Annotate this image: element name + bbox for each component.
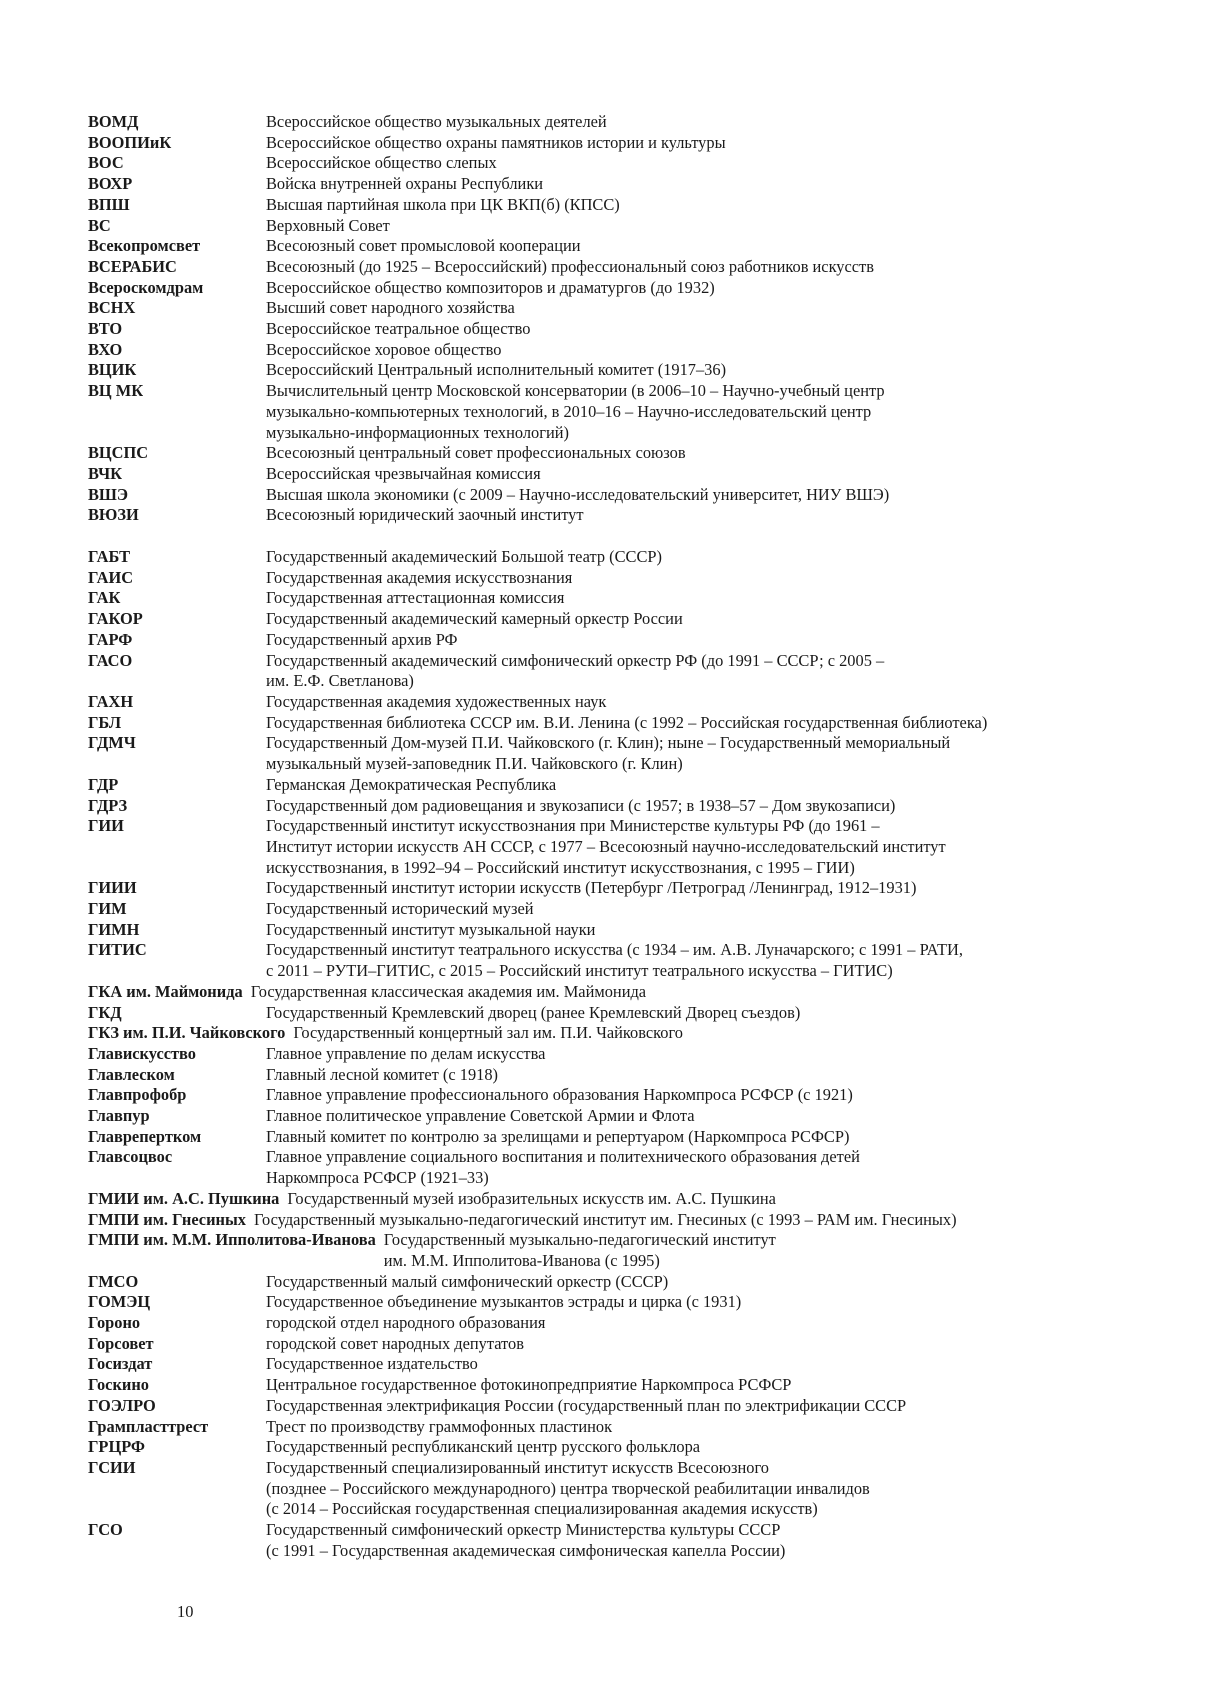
abbreviation-term: ВСНХ [88, 298, 136, 318]
definition-line: Государственная аттестационная комиссия [266, 588, 565, 608]
abbreviation-term: ВСЕРАБИС [88, 256, 177, 276]
definition-line: Верховный Совет [266, 215, 390, 235]
abbreviation-term: ГАК [88, 588, 121, 608]
definition-line: Всесоюзный совет промысловой кооперации [266, 236, 581, 256]
abbreviation-definition [266, 195, 1108, 216]
definition-line: городской совет народных депутатов [266, 1333, 524, 1353]
abbreviation-entry [88, 1127, 1108, 1148]
abbreviation-term: ГАРФ [88, 629, 133, 649]
abbreviations-list [88, 112, 1108, 1562]
abbreviation-term: ВЦИК [88, 360, 137, 380]
definition-line: Государственный малый симфонический оркестр (СССР) [266, 1271, 669, 1291]
definition-line: (позднее – Российского международного) центра творческой реабилитации инвалидов [266, 1478, 870, 1498]
abbreviation-entry [88, 775, 1108, 796]
abbreviation-term: Госиздат [88, 1354, 153, 1374]
abbreviation-term: ВОМД [88, 112, 139, 131]
definition-line: Государственная электрификация России (государственный план по электрификации СССР [266, 1395, 907, 1415]
definition-line: Главное управление по делам искусства [266, 1043, 546, 1063]
definition-line: Всероссийское общество музыкальных деятелей [266, 112, 607, 131]
abbreviation-term: ВОС [88, 153, 124, 173]
definition-line: музыкальный музей-заповедник П.И. Чайковского (г. Клин) [266, 754, 683, 774]
abbreviation-entry [88, 1210, 1108, 1231]
abbreviation-entry [88, 1189, 1108, 1210]
abbreviation-definition [266, 505, 1108, 526]
abbreviation-entry [88, 1272, 1108, 1293]
abbreviation-term: ВПШ [88, 194, 130, 214]
abbreviation-entry [88, 381, 1108, 443]
definition-line: Германская Демократическая Республика [266, 774, 557, 794]
abbreviation-definition [266, 1106, 1108, 1127]
page-number: 10 [177, 1602, 194, 1621]
abbreviation-term: ГАБТ [88, 547, 131, 567]
abbreviation-definition [266, 630, 1108, 651]
abbreviation-entry [88, 1354, 1108, 1375]
definition-line: Государственный академический камерный оркестр России [266, 609, 683, 629]
abbreviation-term: ВООПИиК [88, 132, 172, 152]
definition-line: Всероссийская чрезвычайная комиссия [266, 463, 541, 483]
abbreviation-entry [88, 1396, 1108, 1417]
definition-line: Главное политическое управление Советской Армии и Флота [266, 1106, 695, 1126]
definition-line: Государственный академический Большой театр (СССР) [266, 547, 662, 567]
abbreviation-definition [266, 153, 1108, 174]
abbreviation-definition [266, 1375, 1108, 1396]
abbreviation-term: ВЮЗИ [88, 505, 139, 525]
abbreviation-term: Гороно [88, 1313, 141, 1333]
abbreviation-definition [266, 609, 1108, 630]
abbreviation-entry [88, 443, 1108, 464]
abbreviation-entry [88, 133, 1108, 154]
definition-line: Государственный симфонический оркестр Министерства культуры СССР [266, 1520, 781, 1540]
abbreviation-entry [88, 899, 1108, 920]
abbreviation-entry [88, 920, 1108, 941]
definition-line: Государственная библиотека СССР им. В.И. Ленина (с 1992 – Российская государственная библиотека) [266, 712, 988, 732]
abbreviation-entry [88, 298, 1108, 319]
definition-line: Всероссийское общество композиторов и драматургов (до 1932) [266, 277, 715, 297]
abbreviation-entry [88, 982, 1108, 1003]
definition-line: Государственный институт театрального искусства (с 1934 – им. А.В. Луначарского; с 1991 – РАТИ, [266, 940, 963, 960]
definition-line: Государственный Дом-музей П.И. Чайковского (г. Клин); ныне – Государственный мемориальный [266, 733, 951, 753]
abbreviation-term: ВХО [88, 339, 123, 359]
abbreviation-term: Главлеском [88, 1064, 175, 1084]
abbreviation-entry [88, 878, 1108, 899]
abbreviation-entry [88, 360, 1108, 381]
abbreviation-entry [88, 340, 1108, 361]
abbreviation-definition [266, 796, 1108, 817]
abbreviation-term: ГМПИ им. М.М. Ипполитова-Иванова [88, 1230, 376, 1250]
abbreviation-term: ВЦСПС [88, 443, 149, 463]
abbreviation-definition [266, 940, 1108, 981]
abbreviation-entry [88, 112, 1108, 133]
abbreviation-definition [266, 1417, 1108, 1438]
definition-line: Государственный республиканский центр русского фольклора [266, 1437, 701, 1457]
abbreviation-definition [266, 112, 1108, 133]
definition-line: Трест по производству граммофонных пластинок [266, 1416, 613, 1436]
abbreviation-entry [88, 1313, 1108, 1334]
abbreviation-term: ГАСО [88, 650, 133, 670]
abbreviation-term: ГКД [88, 1002, 122, 1022]
definition-line: Войска внутренней охраны Республики [266, 174, 544, 194]
abbreviation-entry [88, 1458, 1108, 1520]
abbreviation-definition [266, 133, 1108, 154]
abbreviation-entry [88, 1147, 1108, 1188]
abbreviation-term: ГИМН [88, 919, 140, 939]
definition-line: Наркомпроса РСФСР (1921–33) [266, 1168, 489, 1188]
definition-line: Государственный Кремлевский дворец (ранее Кремлевский Дворец съездов) [266, 1002, 801, 1022]
abbreviation-entry [88, 816, 1108, 878]
abbreviation-entry [88, 319, 1108, 340]
definition-line: Государственный концертный зал им. П.И. Чайковского [293, 1023, 683, 1043]
definition-line: Всероссийский Центральный исполнительный комитет (1917–36) [266, 360, 727, 380]
abbreviation-definition [266, 257, 1108, 278]
abbreviation-definition [266, 1520, 1108, 1561]
abbreviation-term: Главсоцвос [88, 1147, 173, 1167]
abbreviation-term: ГИМ [88, 899, 127, 919]
section-gap [88, 526, 1108, 547]
abbreviation-term: ГДМЧ [88, 733, 136, 753]
definition-line: Высший совет народного хозяйства [266, 298, 515, 318]
definition-line: Всесоюзный юридический заочный институт [266, 505, 584, 525]
abbreviation-definition [266, 878, 1108, 899]
abbreviation-definition [287, 1189, 776, 1210]
definition-line: Государственный специализированный институт искусств Всесоюзного [266, 1458, 769, 1477]
abbreviation-term: ГКЗ им. П.И. Чайковского [88, 1023, 286, 1043]
abbreviation-term: Горсовет [88, 1333, 154, 1353]
abbreviation-term: ВОХР [88, 174, 133, 194]
abbreviation-entry [88, 1044, 1108, 1065]
abbreviation-definition [266, 278, 1108, 299]
abbreviation-definition [266, 1437, 1108, 1458]
abbreviation-term: ВШЭ [88, 484, 129, 504]
abbreviation-definition [266, 1272, 1108, 1293]
abbreviation-entry [88, 1106, 1108, 1127]
abbreviation-definition [266, 319, 1108, 340]
abbreviation-definition [266, 1085, 1108, 1106]
abbreviation-entry [88, 1003, 1108, 1024]
abbreviation-entry [88, 692, 1108, 713]
definition-line: (с 1991 – Государственная академическая симфоническая капелла России) [266, 1540, 786, 1560]
definition-line: музыкально-информационных технологий) [266, 422, 569, 442]
definition-line: Главный лесной комитет (с 1918) [266, 1064, 498, 1084]
definition-line: Государственный архив РФ [266, 629, 458, 649]
abbreviation-definition [266, 1292, 1108, 1313]
abbreviation-term: ВЧК [88, 463, 123, 483]
abbreviation-entry [88, 153, 1108, 174]
abbreviation-definition [266, 713, 1108, 734]
abbreviation-entry [88, 1437, 1108, 1458]
abbreviation-term: Главрепертком [88, 1126, 202, 1146]
abbreviation-definition [266, 733, 1108, 774]
definition-line: им. Е.Ф. Светланова) [266, 671, 414, 691]
abbreviation-definition [266, 816, 1108, 878]
abbreviation-term: ГАХН [88, 691, 134, 711]
abbreviation-definition [266, 298, 1108, 319]
abbreviation-entry [88, 713, 1108, 734]
definition-line: Государственное издательство [266, 1354, 478, 1374]
abbreviation-term: ГМПИ им. Гнесиных [88, 1209, 246, 1229]
abbreviation-term: ВС [88, 215, 111, 235]
abbreviation-term: Госкино [88, 1375, 149, 1395]
definition-line: Всероссийское театральное общество [266, 319, 531, 339]
abbreviation-entry [88, 733, 1108, 774]
abbreviation-entry [88, 630, 1108, 651]
abbreviation-definition [266, 588, 1108, 609]
definition-line: (с 2014 – Российская государственная специализированная академия искусств) [266, 1499, 818, 1519]
definition-line: Государственная классическая академия им. Маймонида [250, 981, 647, 1001]
definition-line: Главное управление социального воспитания и политехнического образования детей [266, 1147, 860, 1167]
abbreviation-entry [88, 485, 1108, 506]
abbreviation-term: ГИИ [88, 816, 124, 836]
definition-line: Государственный институт искусствознания при Министерстве культуры РФ (до 1961 – [266, 816, 880, 836]
definition-line: Центральное государственное фотокинопредприятие Наркомпроса РСФСР [266, 1375, 792, 1395]
abbreviation-definition [266, 1458, 1108, 1520]
abbreviation-definition [293, 1023, 683, 1044]
abbreviation-term: ГМИИ им. А.С. Пушкина [88, 1188, 280, 1208]
abbreviation-term: ГИИИ [88, 878, 137, 898]
abbreviation-term: ГКА им. Маймонида [88, 981, 243, 1001]
definition-line: Государственный исторический музей [266, 899, 534, 919]
abbreviation-entry [88, 609, 1108, 630]
abbreviation-definition [266, 1065, 1108, 1086]
abbreviation-definition [251, 982, 646, 1003]
definition-line: музыкально-компьютерных технологий, в 2010–16 – Научно-исследовательский центр [266, 401, 872, 421]
abbreviation-definition [266, 236, 1108, 257]
abbreviation-entry [88, 505, 1108, 526]
abbreviation-definition [266, 1313, 1108, 1334]
definition-line: Государственный институт истории искусств (Петербург /Петроград /Ленинград, 1912–1931) [266, 878, 917, 898]
abbreviation-entry [88, 1334, 1108, 1355]
abbreviation-entry [88, 195, 1108, 216]
abbreviation-entry [88, 1023, 1108, 1044]
abbreviation-term: ГРЦРФ [88, 1437, 145, 1457]
abbreviation-term: ГСО [88, 1520, 123, 1540]
abbreviation-entry [88, 1417, 1108, 1438]
abbreviation-entry [88, 1292, 1108, 1313]
definition-line: Всесоюзный центральный совет профессиональных союзов [266, 443, 686, 463]
definition-line: искусствознания, в 1992–94 – Российский институт искусствознания, с 1995 – ГИИ) [266, 857, 855, 877]
abbreviation-definition [266, 443, 1108, 464]
definition-line: Всероссийское общество слепых [266, 153, 497, 173]
definition-line: Государственное объединение музыкантов эстрады и цирка (с 1931) [266, 1292, 742, 1312]
abbreviation-term: Главпрофобр [88, 1085, 187, 1105]
abbreviation-entry [88, 651, 1108, 692]
abbreviation-term: ГДР [88, 774, 119, 794]
abbreviation-term: ВТО [88, 319, 123, 339]
abbreviation-entry [88, 796, 1108, 817]
definition-line: Государственная академия художественных наук [266, 691, 607, 711]
abbreviation-definition [266, 360, 1108, 381]
abbreviation-entry [88, 1065, 1108, 1086]
abbreviation-definition [266, 1396, 1108, 1417]
abbreviation-entry [88, 588, 1108, 609]
definition-line: им. М.М. Ипполитова-Иванова (с 1995) [383, 1250, 660, 1270]
definition-line: Государственная академия искусствознания [266, 567, 573, 587]
abbreviation-term: Главискусство [88, 1043, 196, 1063]
abbreviation-definition [266, 381, 1108, 443]
definition-line: Вычислительный центр Московской консерватории (в 2006–10 – Научно-учебный центр [266, 381, 885, 401]
definition-line: Государственный музей изобразительных искусств им. А.С. Пушкина [287, 1188, 776, 1208]
abbreviation-definition [266, 1003, 1108, 1024]
abbreviation-definition [266, 464, 1108, 485]
definition-line: Государственный музыкально-педагогический институт [383, 1230, 776, 1250]
abbreviation-definition [266, 775, 1108, 796]
abbreviation-entry [88, 940, 1108, 981]
abbreviation-term: ГСИИ [88, 1458, 136, 1477]
abbreviation-term: ГДРЗ [88, 795, 128, 815]
abbreviation-definition [266, 174, 1108, 195]
abbreviation-entry [88, 1085, 1108, 1106]
abbreviation-definition [266, 1354, 1108, 1375]
abbreviation-term: ГОМЭЦ [88, 1292, 151, 1312]
abbreviation-entry [88, 236, 1108, 257]
abbreviation-term: ГБЛ [88, 712, 122, 732]
definition-line: Всероссийское хоровое общество [266, 339, 502, 359]
definition-line: городской отдел народного образования [266, 1313, 546, 1333]
definition-line: Институт истории искусств АН СССР, с 1977 – Всесоюзный научно-исследовательский институт [266, 836, 946, 856]
abbreviation-term: Главпур [88, 1106, 150, 1126]
abbreviation-definition [384, 1230, 776, 1271]
definition-line: Государственный институт музыкальной науки [266, 919, 596, 939]
abbreviation-term: ГИТИС [88, 940, 147, 960]
abbreviation-entry [88, 174, 1108, 195]
abbreviation-term: ВЦ МК [88, 381, 144, 401]
abbreviation-term: ГАИС [88, 567, 134, 587]
abbreviation-definition [266, 692, 1108, 713]
definition-line: Государственный академический симфонический оркестр РФ (до 1991 – СССР; с 2005 – [266, 650, 885, 670]
abbreviation-definition [254, 1210, 957, 1231]
definition-line: Всероссийское общество охраны памятников истории и культуры [266, 132, 726, 152]
abbreviation-definition [266, 920, 1108, 941]
abbreviation-definition [266, 568, 1108, 589]
definition-line: Государственный дом радиовещания и звукозаписи (с 1957; в 1938–57 – Дом звукозаписи) [266, 795, 896, 815]
definition-line: Высшая партийная школа при ЦК ВКП(б) (КПСС) [266, 194, 620, 214]
abbreviation-definition [266, 1334, 1108, 1355]
definition-line: Высшая школа экономики (с 2009 – Научно-исследовательский университет, НИУ ВШЭ) [266, 484, 890, 504]
abbreviation-term: Всероскомдрам [88, 277, 204, 297]
abbreviation-definition [266, 1044, 1108, 1065]
abbreviation-definition [266, 216, 1108, 237]
definition-line: Главный комитет по контролю за зрелищами и репертуаром (Наркомпроса РСФСР) [266, 1126, 850, 1146]
definition-line: Государственный музыкально-педагогический институт им. Гнесиных (с 1993 – РАМ им. Гнесиных) [253, 1209, 957, 1229]
abbreviation-term: ГОЭЛРО [88, 1395, 156, 1415]
abbreviation-entry [88, 257, 1108, 278]
abbreviation-entry [88, 1230, 1108, 1271]
abbreviation-entry [88, 568, 1108, 589]
abbreviation-entry [88, 464, 1108, 485]
abbreviation-entry [88, 216, 1108, 237]
abbreviation-term: ГАКОР [88, 609, 143, 629]
definition-line: Всесоюзный (до 1925 – Всероссийский) профессиональный союз работников искусств [266, 256, 874, 276]
abbreviation-definition [266, 899, 1108, 920]
abbreviation-term: Всекопромсвет [88, 236, 201, 256]
abbreviation-definition [266, 651, 1108, 692]
definition-line: с 2011 – РУТИ–ГИТИС, с 2015 – Российский институт театрального искусства – ГИТИС) [266, 961, 893, 981]
abbreviation-definition [266, 547, 1108, 568]
abbreviation-definition [266, 1127, 1108, 1148]
abbreviation-entry [88, 1375, 1108, 1396]
abbreviation-definition [266, 1147, 1108, 1188]
abbreviation-entry [88, 1520, 1108, 1561]
abbreviation-term: ГМСО [88, 1271, 139, 1291]
abbreviation-definition [266, 340, 1108, 361]
definition-line: Главное управление профессионального образования Наркомпроса РСФСР (с 1921) [266, 1085, 853, 1105]
abbreviation-entry [88, 547, 1108, 568]
abbreviation-term: Грампласттрест [88, 1416, 209, 1436]
abbreviation-definition [266, 485, 1108, 506]
abbreviation-entry [88, 278, 1108, 299]
